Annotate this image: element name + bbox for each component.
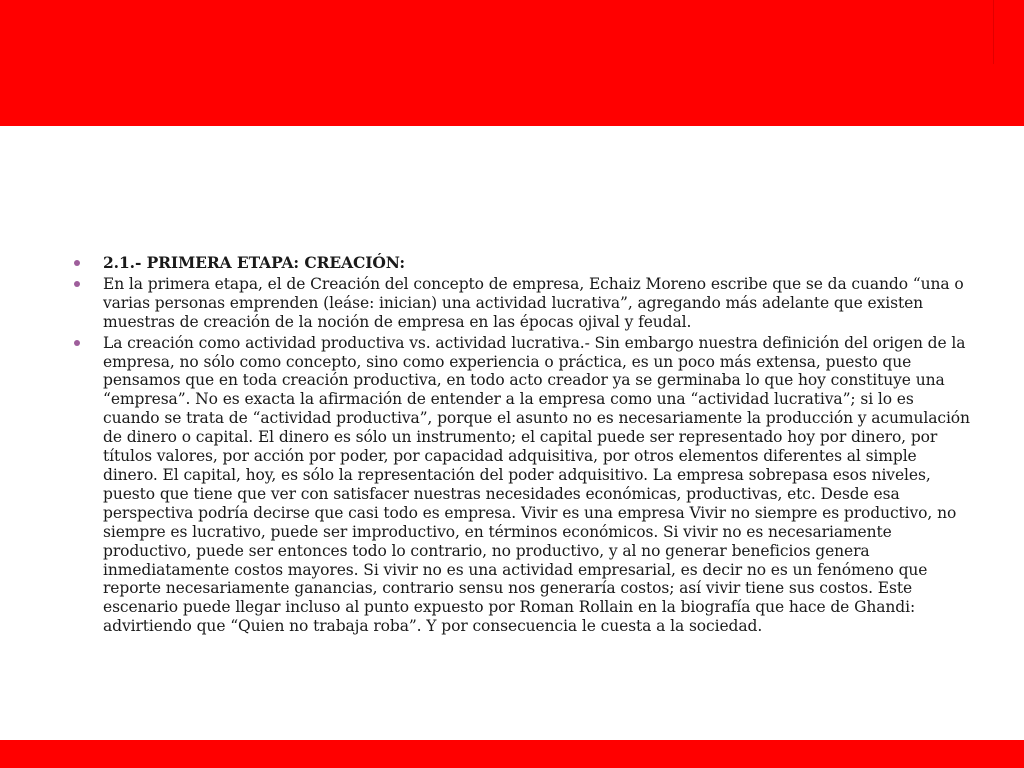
bullet-item-first-stage [74,275,970,332]
paragraph-first-stage: En la primera etapa, el de Creación del concepto de empresa, Echaiz Moreno escribe que se da cuando “una o varias personas emprenden (leáse: inician) una actividad lucrativa”, agregando más adelante que existen muestras de creación de la noción de empresa en las épocas ojival y feudal. [103,274,964,331]
bottom-banner [0,740,1024,768]
slide-content [74,254,970,638]
bullet-dot-icon [74,281,80,287]
bullet-dot-icon [74,260,80,266]
top-banner [0,0,1024,126]
paragraph-creation: La creación como actividad productiva vs. actividad lucrativa.- Sin embargo nuestra definición del origen de la empresa, no sólo como concepto, sino como experiencia o práctica, es un poco más extensa, puesto que pensamos que en toda creación productiva, en todo acto creador ya se germinaba lo que hoy constituye una “empresa”. No es exacta la afirmación de entender a la empresa como una “actividad lucrativa”; si lo es cuando se trata de “actividad productiva”, porque el asunto no es necesariamente la producción y acumulación de dinero o capital. El dinero es sólo un instrumento; el capital puede ser representado hoy por dinero, por títulos valores, por acción por poder, por capacidad adquisitiva, por otros elementos diferentes al simple dinero. El capital, hoy, es sólo la representación del poder adquisitivo. La empresa sobrepasa esos niveles, puesto que tiene que ver con satisfacer nuestras necesidades económicas, productivas, etc. Desde esa perspectiva podría decirse que casi todo es empresa. Vivir es una empresa Vivir no siempre es productivo, no siempre es lucrativo, puede ser improductivo, en términos económicos. Si vivir no es necesariamente productivo, puede ser entonces todo lo contrario, no productivo, y al no generar beneficios genera inmediatamente costos mayores. Si vivir no es una actividad empresarial, es decir no es un fenómeno que reporte necesariamente ganancias, contrario sensu nos generaría costos; así vivir tiene sus costos. Este escenario puede llegar incluso al punto expuesto por Roman Rollain en la biografía que hace de Ghandi: advirtiendo que “Quien no trabaja roba”. Y por consecuencia le cuesta a la sociedad. [103,333,970,636]
bullet-item-creation [74,334,970,637]
bullet-dot-icon [74,340,80,346]
banner-divider [993,0,994,64]
section-heading: 2.1.- PRIMERA ETAPA: CREACIÓN: [103,253,405,272]
bullet-item-heading [74,254,970,273]
bullet-list [74,254,970,636]
